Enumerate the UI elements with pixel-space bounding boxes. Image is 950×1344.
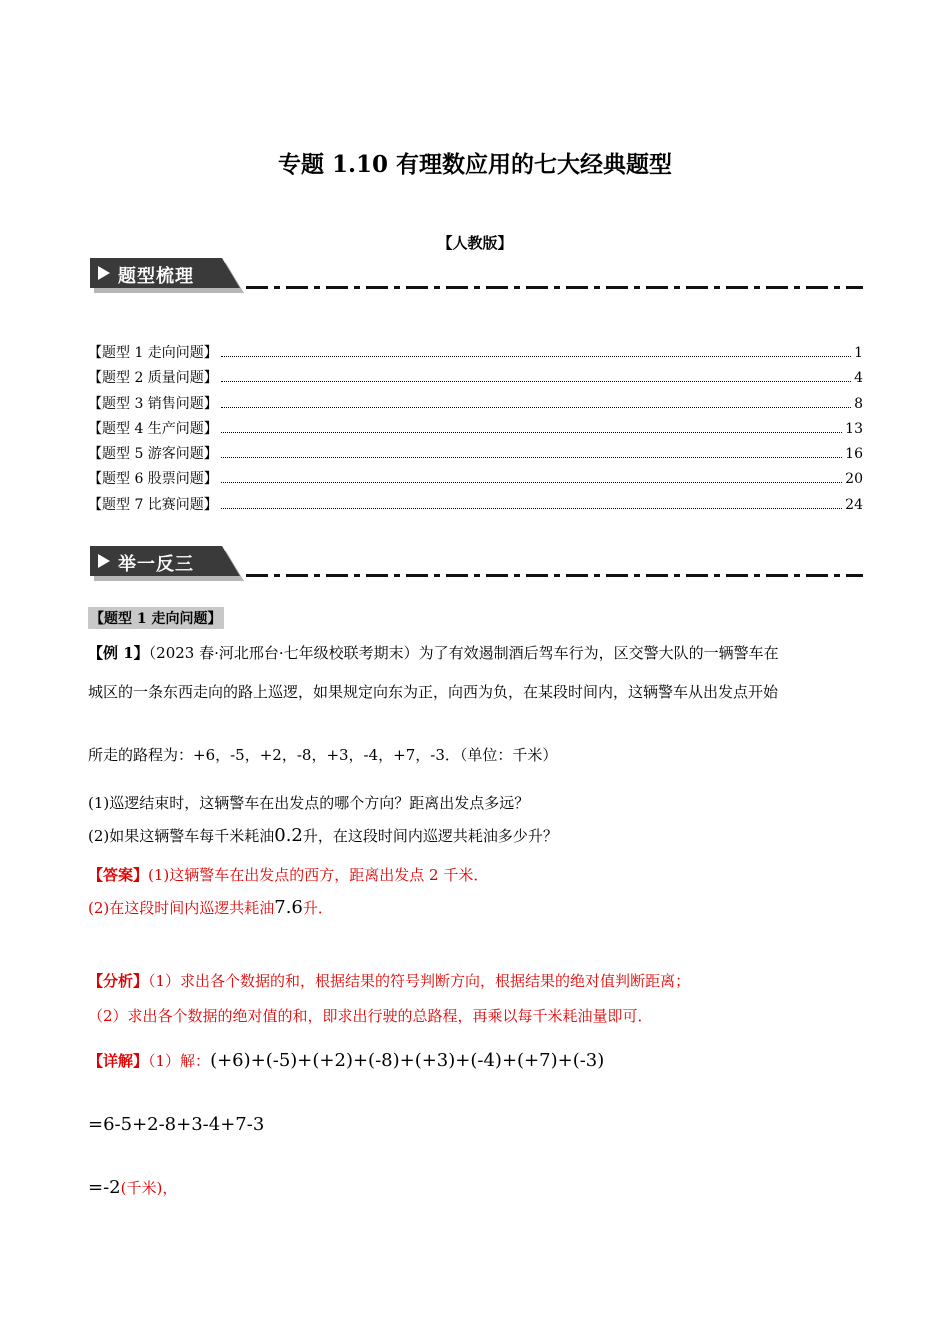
toc-entry[interactable]: 【题型 4 生产问题】 13 [88, 420, 863, 437]
toc-entry[interactable]: 【题型 6 股票问题】 20 [88, 471, 863, 488]
banner-label: 举一反三 [118, 554, 194, 575]
analysis-line-1: 【分析】（1）求出各个数据的和，根据结果的符号判断方向，根据结果的绝对值判断距离； [88, 972, 691, 990]
detail-expression: (+6)+(-5)+(+2)+(-8)+(+3)+(-4)+(+7)+(-3) [210, 1050, 605, 1071]
answer-line-1: 【答案】(1)这辆警车在出发点的西方，距离出发点 2 千米． [88, 866, 489, 884]
example-line-1: 【例 1】（2023 春·河北邢台·七年级校联考期末）为了有效遏制酒后驾车行为，区交警大队的一辆警车在 [88, 644, 779, 662]
page-title: 专题 1.10 有理数应用的七大经典题型 [277, 151, 673, 178]
edition-label: 【人教版】 [437, 234, 513, 252]
question-1: (1)巡逻结束时，这辆警车在出发点的哪个方向？距离出发点多远？ [88, 794, 530, 812]
toc-entry[interactable]: 【题型 7 比赛问题】 24 [88, 496, 863, 513]
section-banner-overview [88, 258, 863, 302]
toc-entry[interactable]: 【题型 2 质量问题】 4 [88, 370, 863, 387]
toc-entry[interactable]: 【题型 5 游客问题】 16 [88, 446, 863, 463]
detail-step-2: =-2(千米)， [88, 1177, 178, 1198]
dashed-divider [246, 286, 863, 289]
dashed-divider [246, 574, 863, 577]
example-line-2: 城区的一条东西走向的路上巡逻，如果规定向东为正，向西为负，在某段时间内，这辆警车从出发点开始 [88, 683, 779, 701]
answer-line-2: (2)在这段时间内巡逻共耗油7.6升． [88, 897, 333, 918]
analysis-line-2: （2）求出各个数据的绝对值的和，即求出行驶的总路程，再乘以每千米耗油量即可． [88, 1007, 653, 1025]
toc-entry[interactable]: 【题型 1 走向问题】 1 [88, 345, 863, 361]
example-line-3: 所走的路程为：+6，-5，+2，-8，+3，-4，+7，-3．（单位：千米） [88, 746, 558, 764]
question-2: (2)如果这辆警车每千米耗油0.2升，在这段时间内巡逻共耗油多少升？ [88, 825, 558, 846]
play-triangle-icon [98, 266, 110, 280]
play-triangle-icon [98, 554, 110, 568]
toc-entry[interactable]: 【题型 3 销售问题】 8 [88, 395, 863, 412]
detail-step-1: =6-5+2-8+3-4+7-3 [88, 1114, 265, 1135]
section-banner-examples [88, 546, 863, 590]
section-heading: 【题型 1 走向问题】 [88, 607, 224, 629]
banner-label: 题型梳理 [118, 266, 194, 287]
detail-line: 【详解】（1）解：(+6)+(-5)+(+2)+(-8)+(+3)+(-4)+(+7)+(-3) [88, 1050, 605, 1071]
table-of-contents [88, 342, 863, 519]
